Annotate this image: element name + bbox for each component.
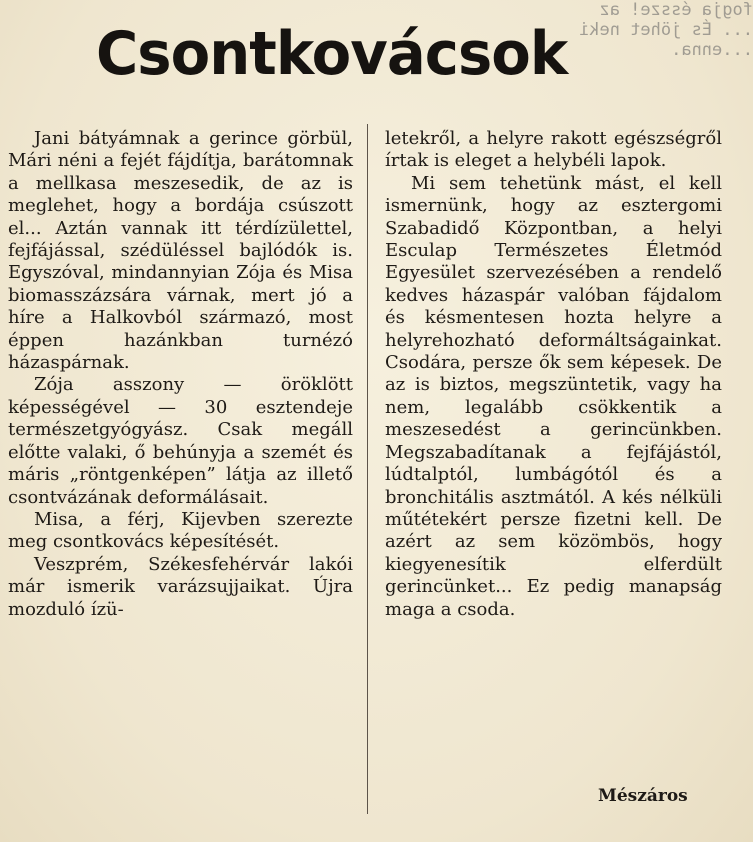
paragraph: letekről, a helyre rakott egészségről írtak is eleget a helybéli lapok. [385, 128, 722, 172]
column-left [8, 128, 353, 621]
author-byline: Mészáros [598, 786, 688, 806]
headline: Csontkovácsok [96, 19, 568, 89]
paragraph: Misa, a férj, Kijevben szerezte meg csontkovács képesítését. [8, 508, 353, 553]
paragraph: Mi sem tehetünk mást, el kell ismernünk, hogy az esztergomi Szabadidő Központban, a helyi Esculap Természetes Életmód Egyesület szervezésében a rendelő kedves házaspár valóban fájdalom és késmentesen hozta helyre a helyrehozható deformáltságainkat. Csodára, persze ők sem képesek. De az is biztos, megszüntetik, vagy ha nem, legalább csökkentik a meszesedést a gerincünkben. Megszabadítanak a fejfájástól, lúdtalptól, lumbágótól és a bronchitális asztmától. A kés nélküli műtétekért persze fizetni kell. De azért az sem közömbös, hogy kiegyenesítik elferdült gerincünket... Ez pedig manapság maga a csoda. [385, 172, 722, 620]
column-divider [367, 124, 368, 814]
paragraph: Jani bátyámnak a gerince görbül, Mári néni a fejét fájdítja, barátomnak a mellkasa meszesedik, de az is meglehet, hogy a bordája csúszott el... Aztán vannak itt térdízülettel, fejfájással, szédüléssel bajlódók is. Egyszóval, mindannyian Zója és Misa biomasszázsára várnak, mert jó a híre a Halkovból származó, most éppen hazánkban turnézó házaspárnak. [8, 128, 353, 374]
column-right [385, 128, 722, 621]
paragraph: Zója asszony — öröklött képességével — 30 esztendeje természetgyógyász. Csak megáll előtte valaki, ő behúnyja a szemét és máris „röntgenképen” látja az illető csontvázának deformálásait. [8, 374, 353, 508]
paragraph: Veszprém, Székesfehérvár lakói már ismerik varázsujjaikat. Újra mozduló ízü- [8, 553, 353, 620]
bleed-through-text: fogja éssze! az ... És jöhet neki ...enna. [579, 0, 753, 60]
